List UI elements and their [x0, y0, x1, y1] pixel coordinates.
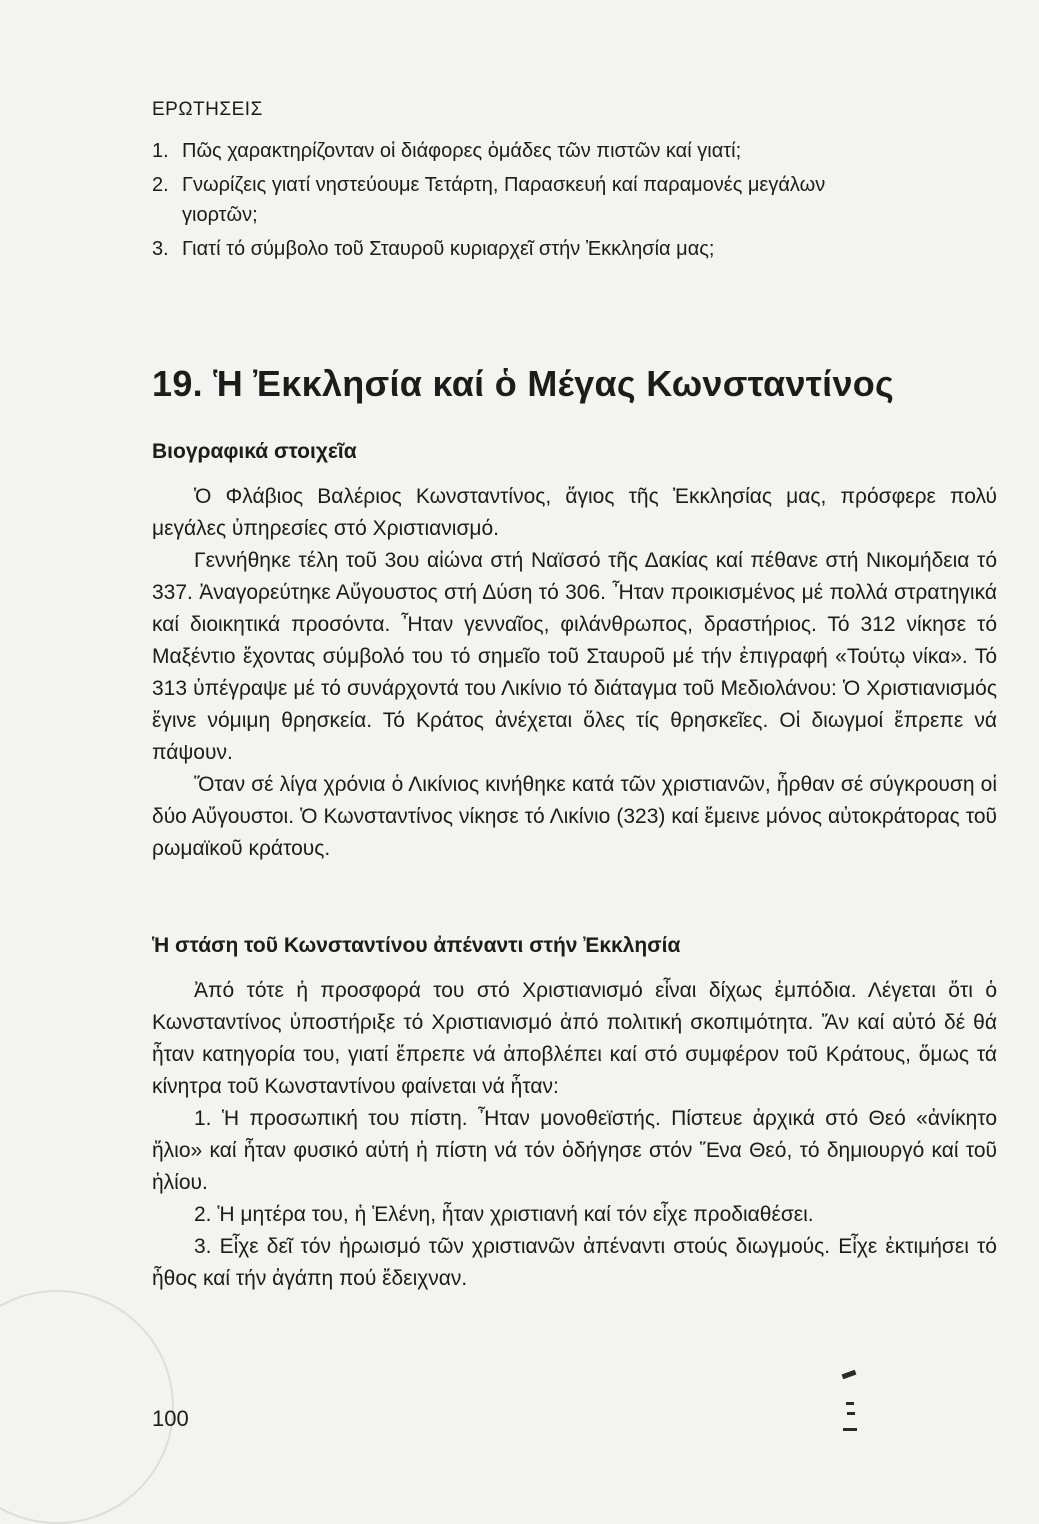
question-text: Γνωρίζεις γιατί νηστεύουμε Τετάρτη, Παρασκευή καί παραμονές μεγάλων γιορτῶν;	[182, 174, 826, 226]
biography-text	[152, 481, 997, 865]
faded-library-stamp	[0, 1290, 174, 1524]
questions-list	[152, 136, 852, 268]
question-text: Πῶς χαρακτηρίζονταν οἱ διάφορες ὁμάδες τῶν πιστῶν καί γιατί;	[182, 140, 742, 162]
ink-mark	[842, 1370, 857, 1379]
ink-mark	[843, 1428, 857, 1431]
page-number: 100	[152, 1406, 189, 1431]
ink-mark	[847, 1412, 855, 1415]
question-text: Γιατί τό σύμβολο τοῦ Σταυροῦ κυριαρχεῖ στήν Ἐκκλησία μας;	[182, 238, 715, 260]
ink-mark	[846, 1402, 854, 1405]
chapter-title: 19. Ἡ Ἐκκλησία καί ὁ Μέγας Κωνσταντίνος	[152, 363, 895, 404]
paragraph: Ὁ Φλάβιος Βαλέριος Κωνσταντίνος, ἅγιος τῆς Ἐκκλησίας μας, πρόσφερε πολύ μεγάλες ὑπηρεσίες στό Χριστιανισμό.	[152, 485, 997, 540]
question-item	[152, 170, 852, 230]
motive-item: 3. Εἶχε δεῖ τόν ἡρωισμό τῶν χριστιανῶν ἀπέναντι στούς διωγμούς. Εἶχε ἐκτιμήσει τό ἦθος καί τήν ἀγάπη πού ἔδειχναν.	[152, 1235, 997, 1290]
section-title-biography: Βιογραφικά στοιχεῖα	[152, 440, 357, 463]
section-title-stance: Ἡ στάση τοῦ Κωνσταντίνου ἀπέναντι στήν Ἐκκλησία	[152, 934, 681, 957]
stance-text	[152, 975, 997, 1295]
paragraph: Γεννήθηκε τέλη τοῦ 3ου αἰώνα στή Ναϊσσό τῆς Δακίας καί πέθανε στή Νικομήδεια τό 337. Ἀναγορεύτηκε Αὔγουστος στή Δύση τό 306. Ἦταν προικισμένος μέ πολλά στρατηγικά καί διοικητικά προσόντα. Ἦταν γενναῖος, φιλάνθρωπος, δραστήριος. Τό 312 νίκησε τό Μαξέντιο ἔχοντας σύμβολό του τό σημεῖο τοῦ Σταυροῦ μέ τήν ἐπιγραφή «Τούτῳ νίκα». Τό 313 ὑπέγραψε μέ τό συνάρχοντά του Λικίνιο τό διάταγμα τοῦ Μεδιολάνου: Ὁ Χριστιανισμός ἔγινε νόμιμη θρησκεία. Τό Κράτος ἀνέχεται ὅλες τίς θρησκεῖες. Οἱ διωγμοί ἔπρεπε νά πάψουν.	[152, 549, 997, 764]
motive-item: 1. Ἡ προσωπική του πίστη. Ἦταν μονοθεϊστής. Πίστευε ἀρχικά στό Θεό «ἀνίκητο ἥλιο» καί ἦταν φυσικό αὐτή ἡ πίστη νά τόν ὁδήγησε στόν Ἕνα Θεό, τό δημιουργό καί τοῦ ἡλίου.	[152, 1107, 997, 1194]
question-item	[152, 136, 852, 166]
paragraph: Ὅταν σέ λίγα χρόνια ὁ Λικίνιος κινήθηκε κατά τῶν χριστιανῶν, ἦρθαν σέ σύγκρουση οἱ δύο Αὔγουστοι. Ὁ Κωνσταντίνος νίκησε τό Λικίνιο (323) καί ἔμεινε μόνος αὐτοκράτορας τοῦ ρωμαϊκοῦ κράτους.	[152, 773, 997, 860]
question-number: 3.	[152, 238, 169, 260]
paragraph: Ἀπό τότε ἡ προσφορά του στό Χριστιανισμό εἶναι δίχως ἐμπόδια. Λέγεται ὅτι ὁ Κωνσταντίνος ὑποστήριξε τό Χριστιανισμό ἀπό πολιτική σκοπιμότητα. Ἄν καί αὐτό δέ θά ἦταν κατηγορία του, γιατί ἔπρεπε νά ἀποβλέπει καί στό συμφέρον τοῦ Κράτους, ὅμως τά κίνητρα τοῦ Κωνσταντίνου φαίνεται νά ἦταν:	[152, 979, 997, 1098]
motive-item: 2. Ἡ μητέρα του, ἡ Ἑλένη, ἦταν χριστιανή καί τόν εἶχε προδιαθέσει.	[194, 1203, 814, 1226]
question-number: 2.	[152, 174, 169, 196]
question-number: 1.	[152, 140, 169, 162]
questions-heading: ΕΡΩΤΗΣΕΙΣ	[152, 99, 263, 120]
question-item	[152, 234, 852, 264]
